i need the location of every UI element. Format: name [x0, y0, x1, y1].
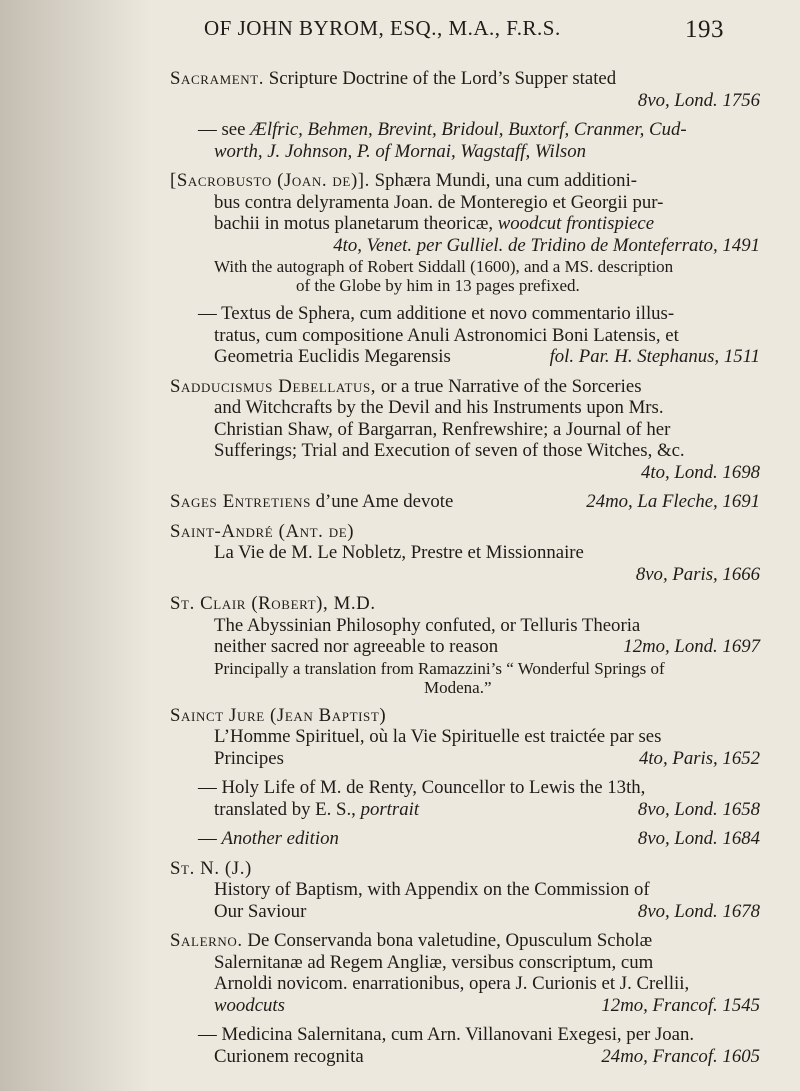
entry-title: Geometria Euclidis Megarensis	[214, 346, 451, 367]
cross-reference-names: Ælfric, Behmen, Brevint, Bridoul, Buxtorf, Cranmer, Cud-	[250, 119, 687, 140]
entry-note-line: Principally a translation from Ramazzini’s “ Wonderful Springs of	[214, 658, 665, 678]
entry-title: Scripture Doctrine of the Lord’s Supper stated	[268, 68, 617, 89]
catalogue-entry	[170, 303, 770, 368]
entry-note	[170, 659, 770, 697]
entry-note-line: of the Globe by him in 13 pages prefixed.	[296, 276, 580, 295]
entry-title: Curionem recognita	[214, 1045, 364, 1067]
entry-title: Our Saviour	[214, 900, 307, 922]
entry-imprint: fol. Par. H. Stephanus, 1511	[549, 346, 760, 367]
entry-title-line: La Vie de M. Le Nobletz, Prestre et Missionnaire	[214, 542, 584, 563]
catalogue-entry	[170, 593, 770, 697]
entry-imprint: 4to, Venet. per Gulliel. de Tridino de Monteferrato, 1491	[333, 234, 760, 256]
entry-illustration-note: portrait	[360, 798, 420, 820]
entry-title-line: Sufferings; Trial and Execution of seven of those Witches, &c.	[214, 440, 685, 461]
entry-imprint: 12mo, Lond. 1697	[623, 636, 760, 657]
entry-title-line: and Witchcrafts by the Devil and his Instruments upon Mrs.	[214, 397, 664, 418]
catalogue-entry	[170, 858, 770, 923]
entry-title: translated by E. S.,	[214, 798, 356, 820]
entry-title: neither sacred nor agreeable to reason	[214, 636, 499, 657]
running-title: OF JOHN BYROM, ESQ., M.A., F.R.S.	[204, 16, 561, 40]
entry-imprint: 24mo, Francof. 1605	[601, 1045, 760, 1067]
entry-imprint: 8vo, Lond. 1678	[637, 900, 760, 922]
entry-title: Holy Life of M. de Renty, Councellor to Lewis the 13th,	[221, 777, 646, 798]
entry-title-line: Christian Shaw, of Bargarran, Renfrewshire; a Journal of her	[214, 418, 671, 440]
cross-reference-names: worth, J. Johnson, P. of Mornai, Wagstaff, Wilson	[214, 140, 587, 162]
entry-dash: —	[198, 777, 217, 798]
entry-title: d’une Ame devote	[315, 491, 454, 512]
catalogue-entry	[170, 828, 770, 850]
entry-title: Sphæra Mundi, una cum additioni-	[374, 170, 638, 191]
entry-heading: St. N. (J.)	[170, 857, 252, 879]
entry-heading: Sainct Jure (Jean Baptist)	[170, 704, 387, 726]
entry-heading: Sacrament.	[170, 68, 265, 89]
catalogue-entry	[170, 376, 770, 484]
catalogue-entry	[170, 119, 770, 162]
entry-imprint: 24mo, La Fleche, 1691	[586, 491, 760, 512]
catalogue-entry	[170, 170, 770, 295]
entry-heading: Sadducismus Debellatus,	[170, 375, 377, 397]
entry-title: Principes	[214, 747, 284, 769]
entry-title: Another edition	[221, 828, 339, 849]
entry-heading: St. Clair (Robert), M.D.	[170, 593, 376, 614]
catalogue-entries	[170, 68, 770, 1075]
entry-dash: —	[198, 303, 217, 324]
entry-illustration-note: woodcut frontispiece	[497, 213, 655, 234]
entry-title-line: bus contra delyramenta Joan. de Monteregio et Georgii pur-	[214, 191, 664, 213]
catalogue-entry	[170, 491, 770, 513]
entry-title-line: History of Baptism, with Appendix on the Commission of	[214, 879, 650, 900]
entry-title-line: Arnoldi novicom. enarrationibus, opera J. Curionis et J. Crellii,	[214, 973, 690, 994]
entry-heading: Saint-André (Ant. de)	[170, 520, 355, 542]
entry-illustration-note: woodcuts	[214, 994, 285, 1016]
entry-imprint: 8vo, Lond. 1756	[637, 89, 760, 111]
entry-title-line: tratus, cum compositione Anuli Astronomici Boni Latensis, et	[214, 324, 679, 346]
entry-dash: —	[198, 1024, 217, 1045]
entry-heading: Salerno.	[170, 930, 243, 951]
page-gutter-shadow	[0, 0, 150, 1091]
entry-imprint: 8vo, Lond. 1658	[637, 798, 760, 820]
entry-heading: [Sacrobusto (Joan. de)].	[170, 170, 370, 191]
catalogue-entry	[170, 930, 770, 1016]
entry-dash: — see	[198, 119, 246, 140]
entry-title-line: L’Homme Spirituel, où la Vie Spirituelle est traictée par ses	[214, 726, 662, 747]
entry-title: Medicina Salernitana, cum Arn. Villanovani Exegesi, per Joan.	[221, 1024, 695, 1045]
page-number: 193	[685, 16, 724, 43]
entry-title: or a true Narrative of the Sorceries	[380, 375, 642, 397]
entry-imprint: 4to, Lond. 1698	[641, 461, 760, 483]
catalogue-entry	[170, 705, 770, 770]
catalogue-entry	[170, 68, 770, 111]
entry-imprint: 12mo, Francof. 1545	[601, 994, 760, 1016]
entry-heading: Sages Entretiens	[170, 491, 311, 512]
entry-imprint: 8vo, Lond. 1684	[637, 828, 760, 849]
catalogue-entry	[170, 1024, 770, 1067]
catalogue-entry	[170, 521, 770, 586]
entry-title-line: The Abyssinian Philosophy confuted, or Telluris Theoria	[214, 614, 641, 636]
entry-imprint: 4to, Paris, 1652	[638, 747, 760, 769]
entry-imprint: 8vo, Paris, 1666	[635, 563, 760, 585]
entry-title-line: Salernitanæ ad Regem Angliæ, versibus conscriptum, cum	[214, 951, 654, 973]
page-header	[204, 16, 724, 41]
entry-note-line: With the autograph of Robert Siddall (1600), and a MS. description	[214, 257, 674, 276]
entry-note-line: Modena.”	[424, 677, 492, 697]
entry-title: bachii in motus planetarum theoricæ,	[214, 213, 494, 234]
catalogue-entry	[170, 777, 770, 820]
entry-dash: —	[198, 828, 217, 849]
entry-note	[170, 257, 770, 295]
entry-title: Textus de Sphera, cum additione et novo commentario illus-	[221, 303, 675, 324]
entry-title: De Conservanda bona valetudine, Opusculum Scholæ	[247, 930, 653, 951]
